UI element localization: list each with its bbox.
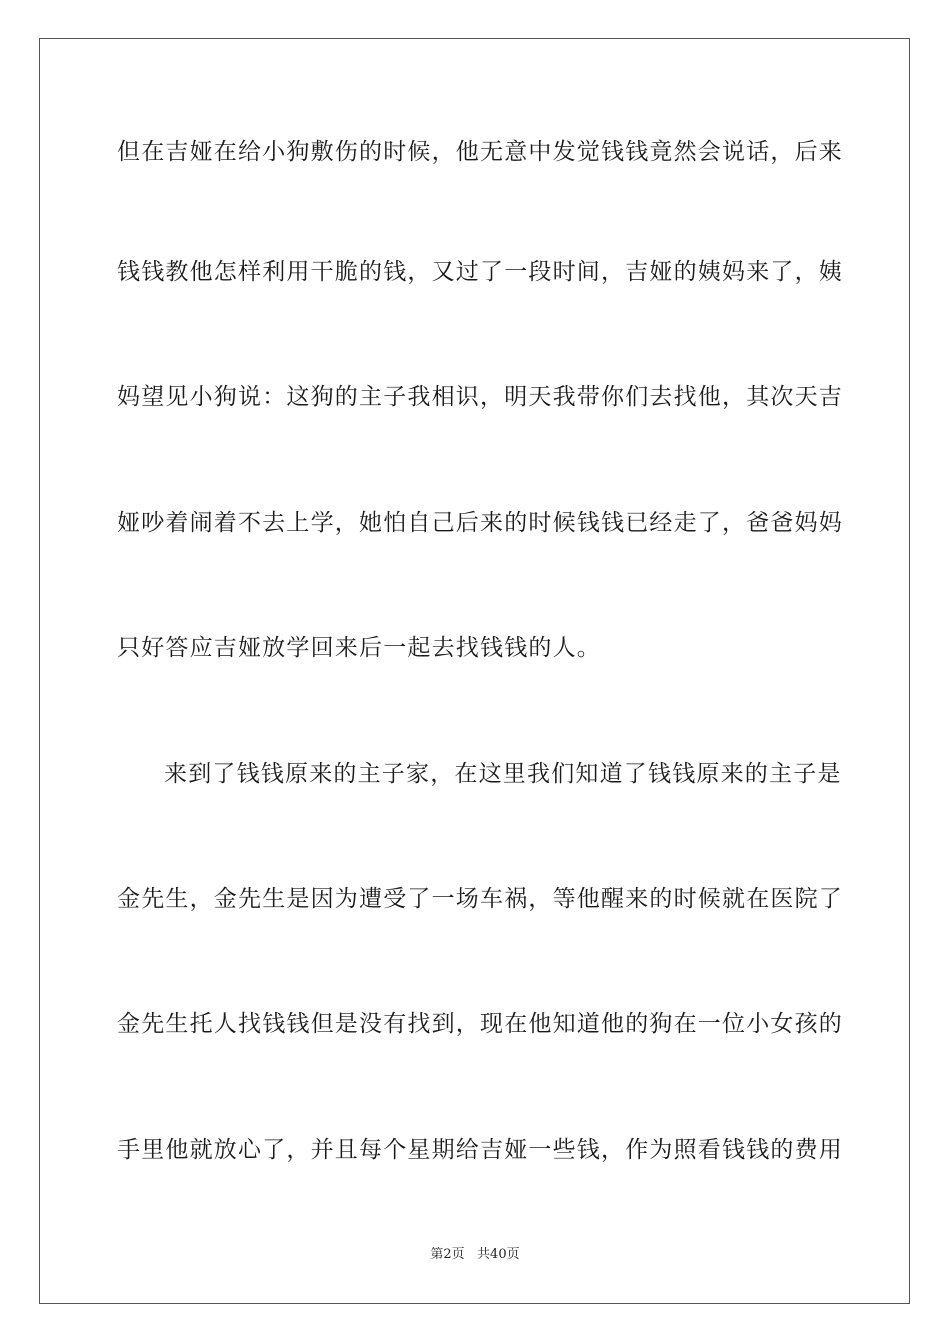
page-border bbox=[39, 38, 910, 1304]
page-number-footer: 第2页 共40页 bbox=[430, 1247, 520, 1262]
text-line-1: 但在吉娅在给小狗敷伤的时候，他无意中发觉钱钱竟然会说话，后来 bbox=[117, 139, 843, 165]
text-line-6: 来到了钱钱原来的主子家，在这里我们知道了钱钱原来的主子是 bbox=[164, 761, 842, 787]
text-line-9: 手里他就放心了，并且每个星期给吉娅一些钱，作为照看钱钱的费用 bbox=[117, 1137, 843, 1163]
text-line-2: 钱钱教他怎样利用干脆的钱，又过了一段时间，吉娅的姨妈来了，姨 bbox=[117, 259, 843, 285]
text-line-7: 金先生，金先生是因为遭受了一场车祸，等他醒来的时候就在医院了 bbox=[117, 886, 843, 912]
text-line-5: 只好答应吉娅放学回来后一起去找钱钱的人。 bbox=[117, 635, 601, 661]
text-line-3: 妈望见小狗说：这狗的主子我相识，明天我带你们去找他，其次天吉 bbox=[117, 384, 843, 410]
text-line-4: 娅吵着闹着不去上学，她怕自己后来的时候钱钱已经走了，爸爸妈妈 bbox=[117, 510, 843, 536]
text-line-8: 金先生托人找钱钱但是没有找到，现在他知道他的狗在一位小女孩的 bbox=[117, 1011, 843, 1037]
